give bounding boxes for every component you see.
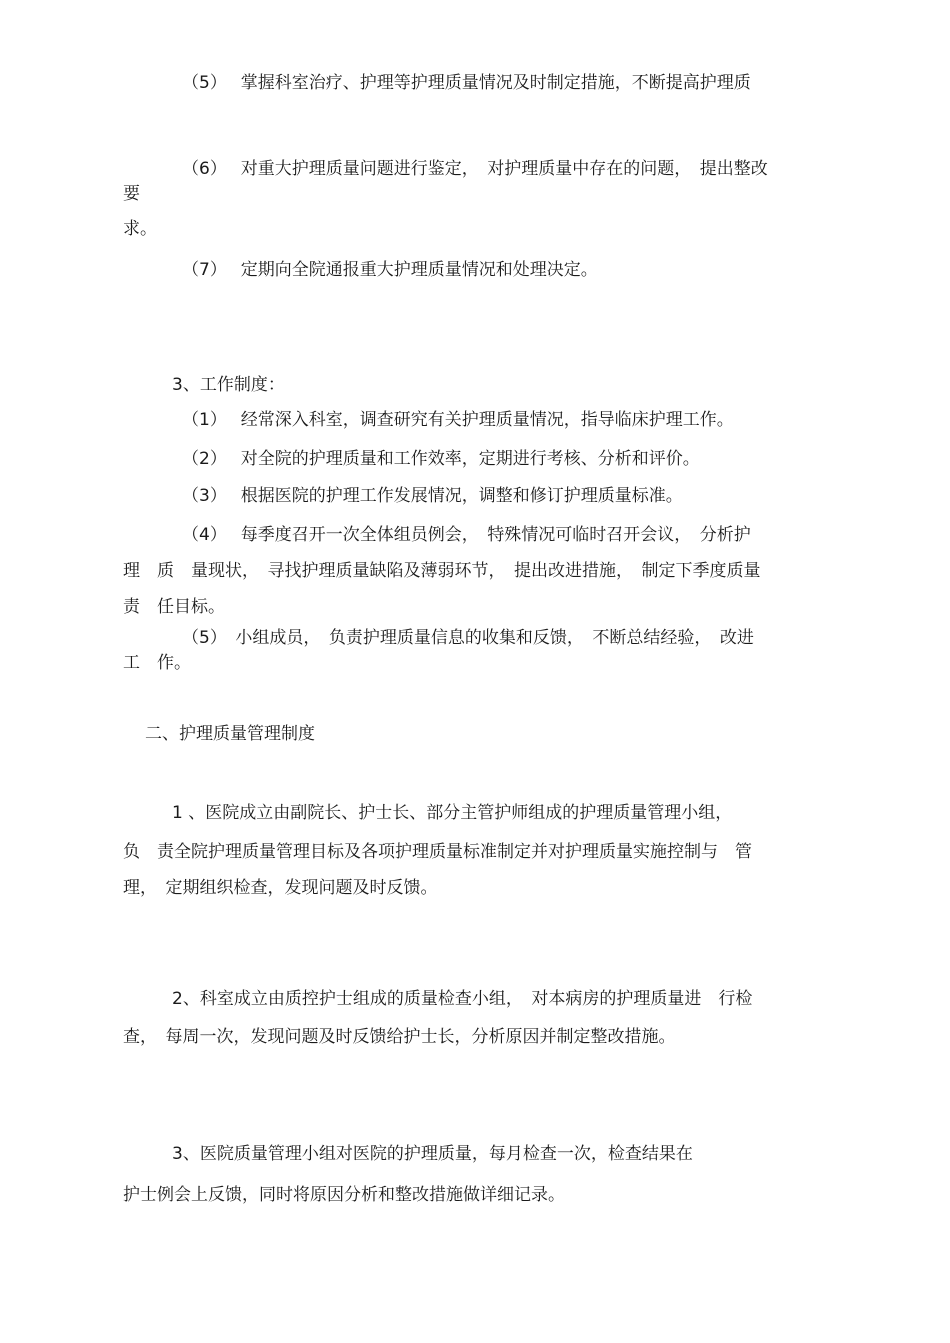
paragraph-3-line-2: 护士例会上反馈，同时将原因分析和整改措施做详细记录。: [123, 1185, 565, 1205]
section-heading-quality-system: 二、护理质量管理制度: [145, 724, 315, 744]
paragraph-2-line-1: 2、科室成立由质控护士组成的质量检查小组， 对本病房的护理质量进 行检: [172, 989, 753, 1009]
item-6-line-2: 要: [123, 184, 140, 204]
item-6-line-3: 求。: [123, 219, 157, 239]
paragraph-1-line-2: 负 责全院护理质量管理目标及各项护理质量标准制定并对护理质量实施控制与 管: [123, 842, 752, 862]
item-6-line-1: （6） 对重大护理质量问题进行鉴定， 对护理质量中存在的问题， 提出整改: [182, 159, 768, 179]
rule-4-line-2: 理 质 量现状， 寻找护理质量缺陷及薄弱环节， 提出改进措施， 制定下季度质量: [123, 561, 761, 581]
rule-5-line-2: 工 作。: [123, 653, 191, 673]
rule-4-line-1: （4） 每季度召开一次全体组员例会， 特殊情况可临时召开会议， 分析护: [182, 525, 751, 545]
item-5-line-1: （5） 掌握科室治疗、护理等护理质量情况及时制定措施，不断提高护理质: [182, 73, 751, 93]
paragraph-3-line-1: 3、医院质量管理小组对医院的护理质量，每月检查一次，检查结果在: [172, 1144, 693, 1164]
rule-4-line-3: 责 任目标。: [123, 597, 225, 617]
section-heading-work-rules: 3、工作制度：: [172, 375, 285, 395]
paragraph-1-line-1: 1 、医院成立由副院长、护士长、部分主管护师组成的护理质量管理小组，: [172, 803, 733, 823]
rule-2-line: （2） 对全院的护理质量和工作效率，定期进行考核、分析和评价。: [182, 449, 700, 469]
rule-3-line: （3） 根据医院的护理工作发展情况，调整和修订护理质量标准。: [182, 486, 683, 506]
rule-1-line: （1） 经常深入科室，调查研究有关护理质量情况，指导临床护理工作。: [182, 410, 734, 430]
paragraph-1-line-3: 理， 定期组织检查，发现问题及时反馈。: [123, 878, 438, 898]
rule-5-line-1: （5） 小组成员， 负责护理质量信息的收集和反馈， 不断总结经验， 改进: [182, 628, 754, 648]
paragraph-2-line-2: 查， 每周一次，发现问题及时反馈给护士长，分析原因并制定整改措施。: [123, 1027, 676, 1047]
item-7-line-1: （7） 定期向全院通报重大护理质量情况和处理决定。: [182, 260, 598, 280]
